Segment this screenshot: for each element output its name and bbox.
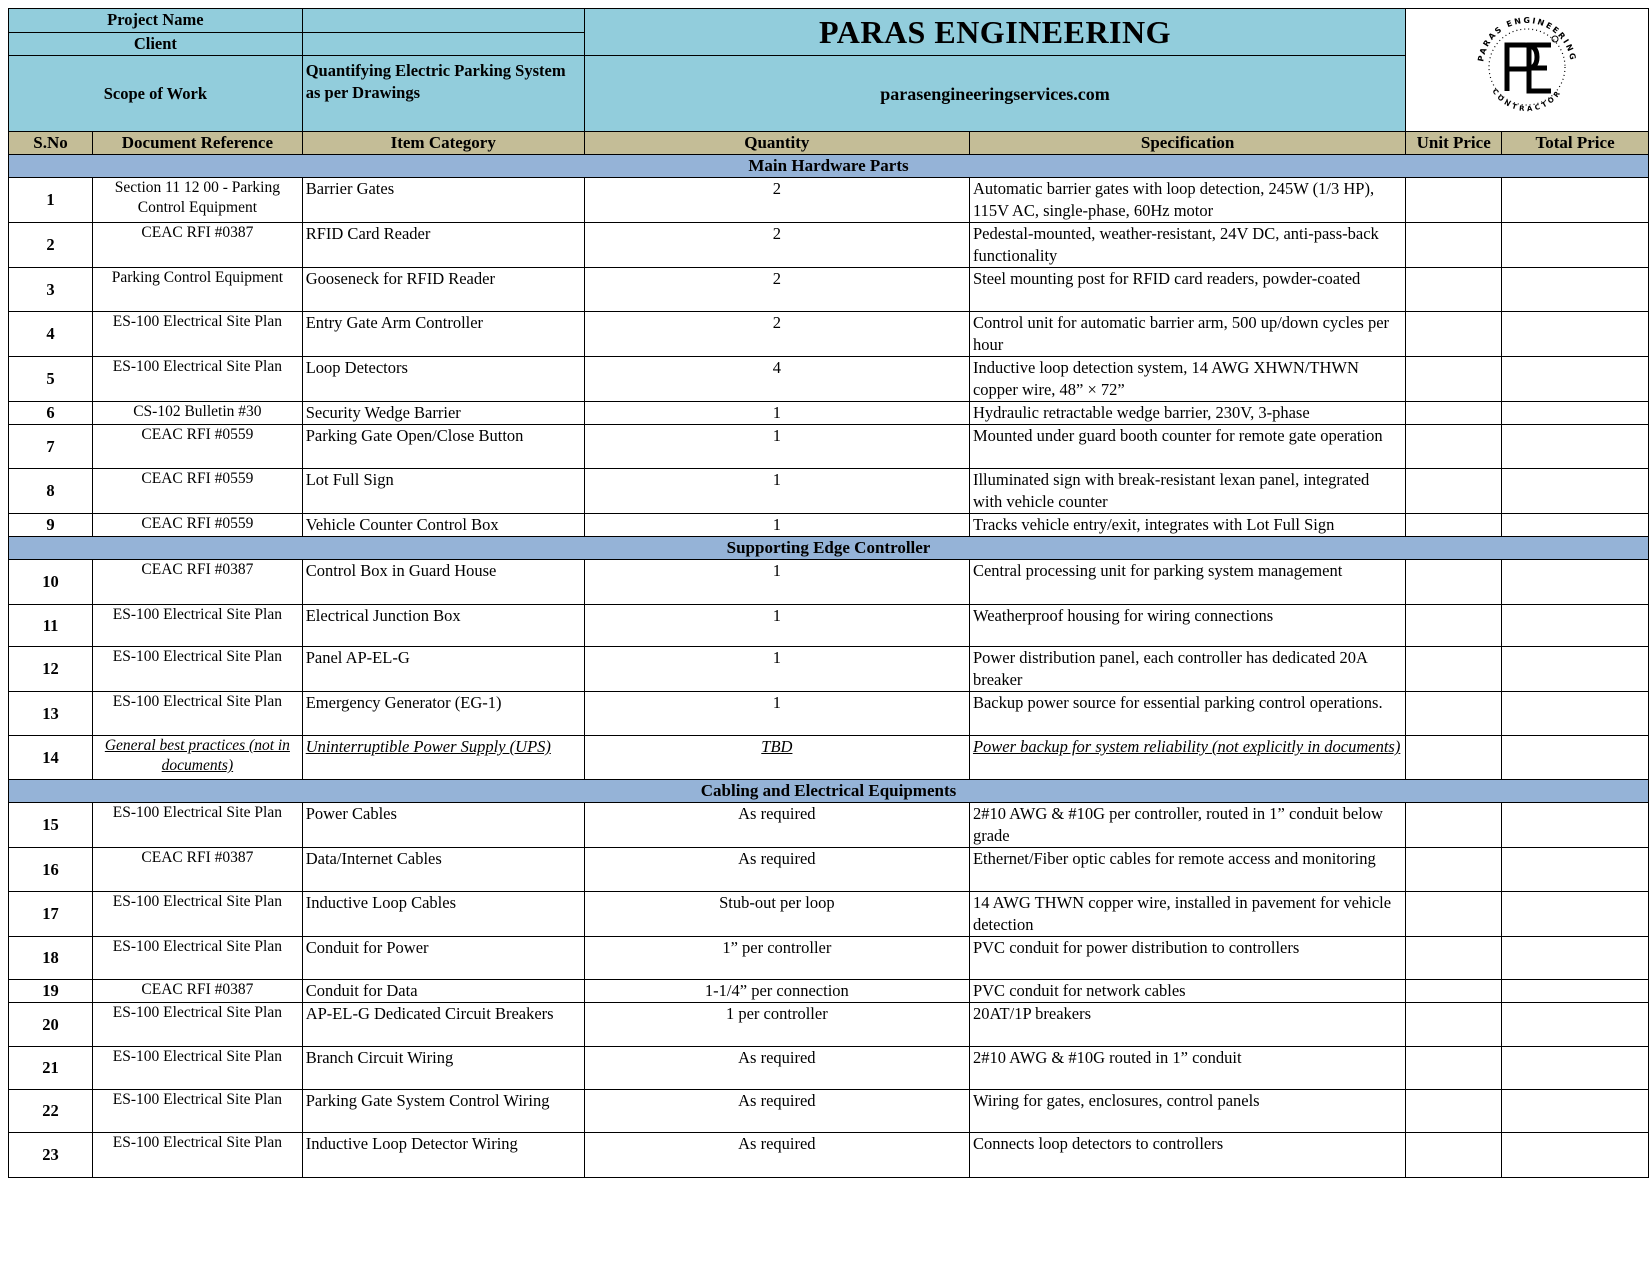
row-sno: 7: [9, 425, 93, 469]
quantity: 1: [584, 402, 969, 425]
unit-price[interactable]: [1406, 560, 1502, 605]
table-row: [9, 425, 1649, 469]
total-price[interactable]: [1502, 1003, 1649, 1047]
doc-reference: ES-100 Electrical Site Plan: [93, 1003, 303, 1047]
quantity: 1 per controller: [584, 1003, 969, 1047]
row-sno: 12: [9, 647, 93, 692]
specification: Pedestal-mounted, weather-resistant, 24V DC, anti-pass-back functionality: [969, 223, 1405, 268]
item-category: Parking Gate System Control Wiring: [302, 1090, 584, 1133]
quantity: 2: [584, 178, 969, 223]
specification: PVC conduit for network cables: [969, 980, 1405, 1003]
unit-price[interactable]: [1406, 469, 1502, 514]
section-title: Supporting Edge Controller: [9, 537, 1649, 560]
quantity: As required: [584, 1133, 969, 1178]
quantity: 2: [584, 223, 969, 268]
section-header-row: [9, 780, 1649, 803]
unit-price[interactable]: [1406, 357, 1502, 402]
total-price[interactable]: [1502, 402, 1649, 425]
doc-reference: General best practices (not in documents): [93, 736, 303, 780]
specification: Connects loop detectors to controllers: [969, 1133, 1405, 1178]
doc-reference: CEAC RFI #0387: [93, 560, 303, 605]
specification: Backup power source for essential parking control operations.: [969, 692, 1405, 736]
total-price[interactable]: [1502, 425, 1649, 469]
row-sno: 4: [9, 312, 93, 357]
doc-reference: ES-100 Electrical Site Plan: [93, 1047, 303, 1090]
item-category: Barrier Gates: [302, 178, 584, 223]
col-header-total-price: Total Price: [1502, 132, 1649, 155]
item-category: Uninterruptible Power Supply (UPS): [302, 736, 584, 780]
row-sno: 15: [9, 803, 93, 848]
table-row: [9, 980, 1649, 1003]
project-name-value[interactable]: [302, 9, 584, 33]
specification: Central processing unit for parking system management: [969, 560, 1405, 605]
unit-price[interactable]: [1406, 803, 1502, 848]
doc-reference: ES-100 Electrical Site Plan: [93, 692, 303, 736]
item-category: Emergency Generator (EG-1): [302, 692, 584, 736]
unit-price[interactable]: [1406, 223, 1502, 268]
table-row: [9, 1003, 1649, 1047]
col-header-doc-ref: Document Reference: [93, 132, 303, 155]
row-sno: 23: [9, 1133, 93, 1178]
total-price[interactable]: [1502, 312, 1649, 357]
quantity: As required: [584, 848, 969, 892]
row-sno: 6: [9, 402, 93, 425]
item-category: Panel AP-EL-G: [302, 647, 584, 692]
quantity: 1: [584, 514, 969, 537]
col-header-quantity: Quantity: [584, 132, 969, 155]
total-price[interactable]: [1502, 803, 1649, 848]
doc-reference: ES-100 Electrical Site Plan: [93, 1090, 303, 1133]
logo-ring-text-top: PARAS ENGINEERING: [1476, 15, 1578, 63]
row-sno: 18: [9, 937, 93, 980]
table-row: [9, 514, 1649, 537]
table-row: [9, 402, 1649, 425]
logo-monogram: [1507, 45, 1551, 91]
table-row: [9, 560, 1649, 605]
table-row: [9, 469, 1649, 514]
col-header-sno: S.No: [9, 132, 93, 155]
unit-price[interactable]: [1406, 1003, 1502, 1047]
quantity: 1: [584, 469, 969, 514]
doc-reference: CEAC RFI #0387: [93, 848, 303, 892]
quantity: 1: [584, 425, 969, 469]
specification: 14 AWG THWN copper wire, installed in pavement for vehicle detection: [969, 892, 1405, 937]
specification: 2#10 AWG & #10G routed in 1” conduit: [969, 1047, 1405, 1090]
quantity: 1: [584, 692, 969, 736]
specification: Wiring for gates, enclosures, control panels: [969, 1090, 1405, 1133]
table-row: [9, 848, 1649, 892]
project-name-label: Project Name: [9, 9, 303, 33]
unit-price[interactable]: [1406, 1047, 1502, 1090]
doc-reference: CEAC RFI #0559: [93, 514, 303, 537]
table-row: [9, 223, 1649, 268]
total-price[interactable]: [1502, 848, 1649, 892]
unit-price[interactable]: [1406, 1133, 1502, 1178]
total-price[interactable]: [1502, 178, 1649, 223]
col-header-item-category: Item Category: [302, 132, 584, 155]
table-row: [9, 1047, 1649, 1090]
table-row: [9, 1133, 1649, 1178]
item-category: Electrical Junction Box: [302, 605, 584, 647]
specification: Hydraulic retractable wedge barrier, 230V, 3-phase: [969, 402, 1405, 425]
unit-price[interactable]: [1406, 692, 1502, 736]
total-price[interactable]: [1502, 469, 1649, 514]
item-category: Control Box in Guard House: [302, 560, 584, 605]
item-category: Lot Full Sign: [302, 469, 584, 514]
doc-reference: CEAC RFI #0559: [93, 469, 303, 514]
logo-cell: [1406, 9, 1649, 132]
item-category: Power Cables: [302, 803, 584, 848]
row-sno: 2: [9, 223, 93, 268]
row-sno: 9: [9, 514, 93, 537]
client-value[interactable]: [302, 32, 584, 56]
section-title: Cabling and Electrical Equipments: [9, 780, 1649, 803]
specification: Illuminated sign with break-resistant lexan panel, integrated with vehicle counter: [969, 469, 1405, 514]
section-header-row: [9, 537, 1649, 560]
item-category: AP-EL-G Dedicated Circuit Breakers: [302, 1003, 584, 1047]
table-row: [9, 605, 1649, 647]
item-category: Inductive Loop Detector Wiring: [302, 1133, 584, 1178]
total-price[interactable]: [1502, 1090, 1649, 1133]
unit-price[interactable]: [1406, 736, 1502, 780]
row-sno: 16: [9, 848, 93, 892]
doc-reference: CEAC RFI #0387: [93, 980, 303, 1003]
doc-reference: ES-100 Electrical Site Plan: [93, 647, 303, 692]
unit-price[interactable]: [1406, 892, 1502, 937]
quantity: TBD: [584, 736, 969, 780]
doc-reference: Section 11 12 00 - Parking Control Equipment: [93, 178, 303, 223]
total-price[interactable]: [1502, 357, 1649, 402]
quantity: 1: [584, 560, 969, 605]
total-price[interactable]: [1502, 980, 1649, 1003]
unit-price[interactable]: [1406, 937, 1502, 980]
quantity: 1-1/4” per connection: [584, 980, 969, 1003]
column-header-row: [9, 132, 1649, 155]
total-price[interactable]: [1502, 1133, 1649, 1178]
total-price[interactable]: [1502, 514, 1649, 537]
item-category: Branch Circuit Wiring: [302, 1047, 584, 1090]
unit-price[interactable]: [1406, 402, 1502, 425]
row-sno: 8: [9, 469, 93, 514]
quantity: 1: [584, 605, 969, 647]
table-row: [9, 647, 1649, 692]
table-row: [9, 692, 1649, 736]
row-sno: 10: [9, 560, 93, 605]
doc-reference: ES-100 Electrical Site Plan: [93, 937, 303, 980]
doc-reference: ES-100 Electrical Site Plan: [93, 312, 303, 357]
row-sno: 5: [9, 357, 93, 402]
item-category: Inductive Loop Cables: [302, 892, 584, 937]
unit-price[interactable]: [1406, 848, 1502, 892]
table-row: [9, 937, 1649, 980]
scope-value: Quantifying Electric Parking System as per Drawings: [302, 56, 584, 132]
client-label: Client: [9, 32, 303, 56]
specification: 2#10 AWG & #10G per controller, routed in 1” conduit below grade: [969, 803, 1405, 848]
company-website[interactable]: parasengineeringservices.com: [584, 56, 1406, 132]
unit-price[interactable]: [1406, 605, 1502, 647]
unit-price[interactable]: [1406, 647, 1502, 692]
unit-price[interactable]: [1406, 178, 1502, 223]
item-category: Entry Gate Arm Controller: [302, 312, 584, 357]
row-sno: 11: [9, 605, 93, 647]
total-price[interactable]: [1502, 647, 1649, 692]
paras-engineering-logo-icon: [1467, 9, 1587, 125]
item-category: Loop Detectors: [302, 357, 584, 402]
quantity: As required: [584, 803, 969, 848]
col-header-specification: Specification: [969, 132, 1405, 155]
row-sno: 13: [9, 692, 93, 736]
total-price[interactable]: [1502, 937, 1649, 980]
item-category: Parking Gate Open/Close Button: [302, 425, 584, 469]
total-price[interactable]: [1502, 892, 1649, 937]
specification: PVC conduit for power distribution to controllers: [969, 937, 1405, 980]
total-price[interactable]: [1502, 736, 1649, 780]
item-category: Data/Internet Cables: [302, 848, 584, 892]
doc-reference: CEAC RFI #0559: [93, 425, 303, 469]
unit-price[interactable]: [1406, 1090, 1502, 1133]
item-category: Conduit for Power: [302, 937, 584, 980]
row-sno: 14: [9, 736, 93, 780]
total-price[interactable]: [1502, 268, 1649, 312]
table-row: [9, 312, 1649, 357]
section-header-row: [9, 155, 1649, 178]
section-title: Main Hardware Parts: [9, 155, 1649, 178]
unit-price[interactable]: [1406, 312, 1502, 357]
specification: Power distribution panel, each controller has dedicated 20A breaker: [969, 647, 1405, 692]
doc-reference: ES-100 Electrical Site Plan: [93, 892, 303, 937]
quantity: 2: [584, 312, 969, 357]
scope-label: Scope of Work: [9, 56, 303, 132]
quantity: 1: [584, 647, 969, 692]
item-category: Vehicle Counter Control Box: [302, 514, 584, 537]
company-name: PARAS ENGINEERING: [584, 9, 1406, 56]
quantity: 1” per controller: [584, 937, 969, 980]
specification: Control unit for automatic barrier arm, 500 up/down cycles per hour: [969, 312, 1405, 357]
specification: Inductive loop detection system, 14 AWG XHWN/THWN copper wire, 48” × 72”: [969, 357, 1405, 402]
doc-reference: Parking Control Equipment: [93, 268, 303, 312]
unit-price[interactable]: [1406, 980, 1502, 1003]
quantity: As required: [584, 1090, 969, 1133]
unit-price[interactable]: [1406, 514, 1502, 537]
estimate-table: [8, 8, 1649, 1178]
row-sno: 3: [9, 268, 93, 312]
row-sno: 17: [9, 892, 93, 937]
specification: Mounted under guard booth counter for remote gate operation: [969, 425, 1405, 469]
item-category: Security Wedge Barrier: [302, 402, 584, 425]
estimate-sheet: [8, 8, 1649, 1178]
item-category: Conduit for Data: [302, 980, 584, 1003]
item-category: RFID Card Reader: [302, 223, 584, 268]
table-row: [9, 803, 1649, 848]
quantity: 4: [584, 357, 969, 402]
quantity: 2: [584, 268, 969, 312]
doc-reference: ES-100 Electrical Site Plan: [93, 803, 303, 848]
doc-reference: ES-100 Electrical Site Plan: [93, 357, 303, 402]
total-price[interactable]: [1502, 605, 1649, 647]
specification: Weatherproof housing for wiring connections: [969, 605, 1405, 647]
specification: Steel mounting post for RFID card readers, powder-coated: [969, 268, 1405, 312]
table-row: [9, 178, 1649, 223]
doc-reference: CS-102 Bulletin #30: [93, 402, 303, 425]
specification: Power backup for system reliability (not explicitly in documents): [969, 736, 1405, 780]
specification: 20AT/1P breakers: [969, 1003, 1405, 1047]
logo-ring-text-bottom: CONTRACTOR: [1490, 87, 1564, 114]
table-row: [9, 1090, 1649, 1133]
table-row: [9, 892, 1649, 937]
specification: Automatic barrier gates with loop detection, 245W (1/3 HP), 115V AC, single-phase, 60Hz motor: [969, 178, 1405, 223]
item-category: Gooseneck for RFID Reader: [302, 268, 584, 312]
total-price[interactable]: [1502, 223, 1649, 268]
doc-reference: ES-100 Electrical Site Plan: [93, 605, 303, 647]
unit-price[interactable]: [1406, 268, 1502, 312]
quantity: As required: [584, 1047, 969, 1090]
total-price[interactable]: [1502, 692, 1649, 736]
table-row: [9, 357, 1649, 402]
row-sno: 22: [9, 1090, 93, 1133]
table-row: [9, 736, 1649, 780]
doc-reference: CEAC RFI #0387: [93, 223, 303, 268]
specification: Tracks vehicle entry/exit, integrates with Lot Full Sign: [969, 514, 1405, 537]
doc-reference: ES-100 Electrical Site Plan: [93, 1133, 303, 1178]
total-price[interactable]: [1502, 560, 1649, 605]
row-sno: 19: [9, 980, 93, 1003]
unit-price[interactable]: [1406, 425, 1502, 469]
table-row: [9, 268, 1649, 312]
row-sno: 1: [9, 178, 93, 223]
col-header-unit-price: Unit Price: [1406, 132, 1502, 155]
row-sno: 21: [9, 1047, 93, 1090]
total-price[interactable]: [1502, 1047, 1649, 1090]
row-sno: 20: [9, 1003, 93, 1047]
specification: Ethernet/Fiber optic cables for remote access and monitoring: [969, 848, 1405, 892]
quantity: Stub-out per loop: [584, 892, 969, 937]
